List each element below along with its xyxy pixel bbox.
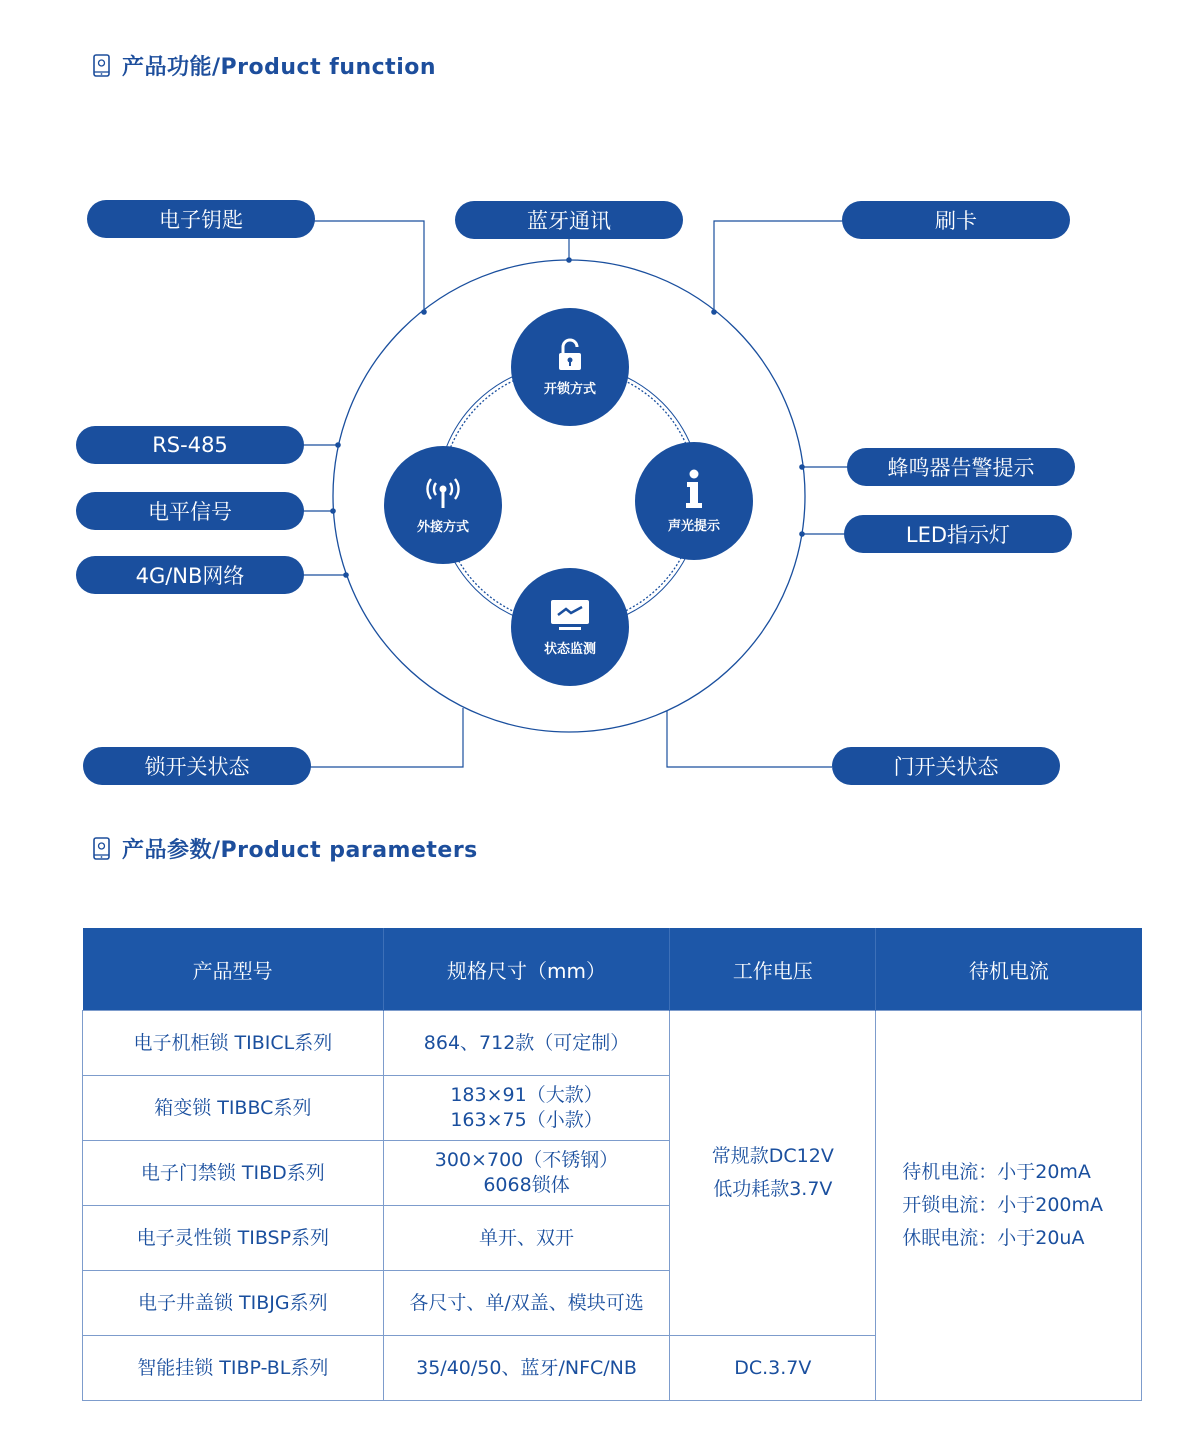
cell-model: 智能挂锁 TIBP-BL系列: [83, 1336, 384, 1401]
info-icon: [683, 469, 705, 509]
cell-model: 箱变锁 TIBBC系列: [83, 1076, 384, 1141]
header-model: 产品型号: [83, 928, 384, 1011]
function-title-text: 产品功能/Product function: [122, 55, 437, 80]
dot-top-left: [421, 309, 427, 315]
pill-buzzer-alarm: 蜂鸣器告警提示: [847, 448, 1075, 486]
connector-bottom-right: [667, 711, 832, 767]
pill-electronic-key: 电子钥匙: [87, 200, 315, 238]
connector-bottom-left: [310, 708, 463, 767]
pill-level-signal: 电平信号: [76, 492, 304, 530]
header-size: 规格尺寸（mm）: [383, 928, 670, 1011]
node-status-monitor: [511, 568, 629, 686]
dot-left-1: [335, 442, 341, 448]
dot-right-2: [799, 531, 805, 537]
connector-top-right: [714, 221, 843, 312]
dot-top-right: [711, 309, 717, 315]
node-unlock-method: [511, 308, 629, 426]
cell-model: 电子门禁锁 TIBD系列: [83, 1141, 384, 1206]
pill-lock-status: 锁开关状态: [83, 747, 311, 785]
node-status-label: 状态监测: [543, 641, 596, 657]
pill-led-indicator: LED指示灯: [844, 515, 1072, 553]
cell-voltage-merged: 常规款DC12V 低功耗款3.7V: [670, 1011, 876, 1336]
cell-size: 300×700（不锈钢） 6068锁体: [383, 1141, 670, 1206]
cell-current-merged: 待机电流：小于20mA 开锁电流：小于200mA 休眠电流：小于20uA: [876, 1011, 1142, 1401]
pill-rs485: RS-485: [76, 426, 304, 464]
dot-top-center: [566, 257, 572, 263]
cell-size: 183×91（大款） 163×75（小款）: [383, 1076, 670, 1141]
pill-door-status: 门开关状态: [832, 747, 1060, 785]
phone-icon: [92, 837, 112, 861]
params-title-text: 产品参数/Product parameters: [122, 838, 478, 863]
pill-bluetooth: 蓝牙通讯: [455, 201, 683, 239]
params-section-title: [92, 833, 478, 864]
cell-model: 电子机柜锁 TIBICL系列: [83, 1011, 384, 1076]
cell-size: 单开、双开: [383, 1206, 670, 1271]
antenna-icon: [425, 476, 461, 510]
cell-size: 各尺寸、单/双盖、模块可选: [383, 1271, 670, 1336]
node-unlock-label: 开锁方式: [543, 381, 596, 397]
dot-left-2: [330, 508, 336, 514]
node-sound-light: [635, 442, 753, 560]
cell-size: 864、712款（可定制）: [383, 1011, 670, 1076]
header-current: 待机电流: [876, 928, 1142, 1011]
monitor-icon: [549, 598, 591, 632]
dot-left-3: [343, 572, 349, 578]
cell-voltage-last: DC.3.7V: [670, 1336, 876, 1401]
unlock-icon: [555, 338, 585, 372]
cell-size: 35/40/50、蓝牙/NFC/NB: [383, 1336, 670, 1401]
connector-top-left: [314, 221, 424, 312]
cell-model: 电子井盖锁 TIBJG系列: [83, 1271, 384, 1336]
pill-4g-nb: 4G/NB网络: [76, 556, 304, 594]
table-row: [83, 1011, 1142, 1076]
table-header-row: [83, 928, 1142, 1011]
cell-model: 电子灵性锁 TIBSP系列: [83, 1206, 384, 1271]
header-voltage: 工作电压: [670, 928, 876, 1011]
dot-right-1: [799, 464, 805, 470]
params-table: [82, 928, 1142, 1401]
pill-card-swipe: 刷卡: [842, 201, 1070, 239]
node-external-label: 外接方式: [416, 519, 469, 535]
node-sound-light-label: 声光提示: [667, 518, 720, 534]
node-external-method: [384, 446, 502, 564]
